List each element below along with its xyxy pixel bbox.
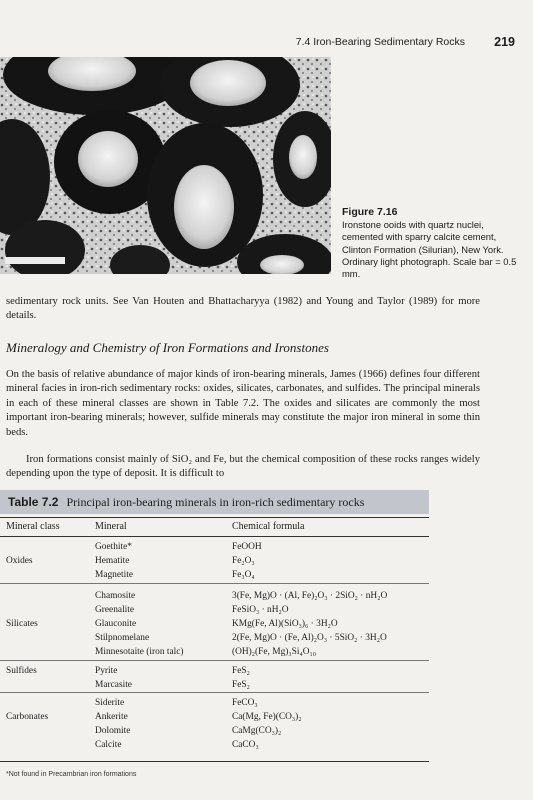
- mineral-cell: Chamosite: [95, 591, 136, 601]
- formula-cell: CaCO₃: [232, 740, 259, 750]
- mineral-cell: Marcasite: [95, 680, 132, 690]
- formula-cell: Fe₃O₄: [232, 570, 255, 580]
- table-group-divider: [0, 660, 429, 661]
- figure-caption-text: Ironstone ooids with quartz nuclei, cemented with sparry calcite cement, Clinton Formation (Silurian), New York. Ordinary light photograph. Scale bar = 0.5 mm.: [342, 219, 517, 280]
- page-header: [0, 36, 533, 52]
- formula-cell: 3(Fe, Mg)O · (Al, Fe)₂O₃ · 2SiO₂ · nH₂O: [232, 591, 388, 601]
- mineral-cell: Magnetite: [95, 570, 134, 580]
- table-header-mineral: Mineral: [95, 521, 127, 532]
- formula-cell: 2(Fe, Mg)O · (Fe, Al)₂O₃ · 5SiO₂ · 3H₂O: [232, 633, 387, 643]
- table-header-formula: Chemical formula: [232, 521, 305, 532]
- section-heading: Mineralogy and Chemistry of Iron Formations and Ironstones: [6, 340, 329, 355]
- mineral-cell: Dolomite: [95, 726, 131, 736]
- table-group-divider: [0, 692, 429, 693]
- body-paragraph-2: On the basis of relative abundance of major kinds of iron-bearing minerals, James (1966) defines four different mineral facies in iron-rich sedimentary rocks: oxides, silicates, carbonates, and sulfides. The principal minerals in each of these mineral classes are shown in Table 7.2. The oxides and silicates are commonly the most important iron-bearing minerals; however, sulfide minerals may constitute the major iron mineral in some thin beds.: [6, 369, 480, 438]
- mineral-cell: Siderite: [95, 698, 125, 708]
- formula-cell: (OH)₂(Fe, Mg)₃Si₄O₁₀: [232, 647, 317, 657]
- body-paragraph-1: sedimentary rock units. See Van Houten and Bhattacharyya (1982) and Young and Taylor (1989) for more details.: [6, 296, 480, 322]
- table-title: [8, 495, 364, 510]
- formula-cell: FeSiO₃ · nH₂O: [232, 605, 289, 615]
- table-header-rule: [0, 536, 429, 537]
- formula-cell: Fe₂O₃: [232, 556, 255, 566]
- mineral-cell: Ankerite: [95, 712, 128, 722]
- formula-cell: CaMg(CO₃)₂: [232, 726, 282, 736]
- formula-cell: KMg(Fe, Al)(SiO₃)₆ · 3H₂O: [232, 619, 338, 629]
- formula-cell: FeS₂: [232, 666, 250, 676]
- mineral-cell: Calcite: [95, 740, 122, 750]
- ooid-micrograph-image: [0, 57, 331, 274]
- table-bottom-rule: [0, 761, 429, 762]
- table-header-mineral-class: Mineral class: [6, 521, 60, 532]
- micrograph-photo: [0, 57, 331, 274]
- running-head: 7.4 Iron-Bearing Sedimentary Rocks: [295, 36, 465, 48]
- body-paragraph-3-text: Iron formations consist mainly of SiO₂ and Fe, but the chemical composition of these rocks ranges widely depending upon the type of deposit. It is difficult to: [6, 454, 480, 480]
- mineral-class-cell: Silicates: [6, 619, 38, 629]
- body-paragraph-3: [6, 453, 480, 482]
- figure-label: Figure 7.16: [342, 206, 398, 218]
- mineral-cell: Hematite: [95, 556, 130, 566]
- table-caption: Principal iron-bearing minerals in iron-rich sedimentary rocks: [66, 495, 365, 509]
- mineral-cell: Greenalite: [95, 605, 135, 615]
- table-group-divider: [0, 583, 429, 584]
- mineral-cell: Stilpnomelane: [95, 633, 150, 643]
- figure-caption: [342, 206, 522, 280]
- mineral-class-cell: Oxides: [6, 556, 33, 566]
- page-number: 219: [494, 35, 515, 49]
- mineral-cell: Pyrite: [95, 666, 118, 676]
- table-title-banner: [0, 490, 429, 514]
- formula-cell: FeOOH: [232, 542, 262, 552]
- mineral-class-cell: Sulfides: [6, 666, 37, 676]
- table-footnote: *Not found in Precambrian iron formations: [6, 771, 137, 778]
- table-top-rule: [0, 517, 429, 518]
- mineral-cell: Minnesotaite (iron talc): [95, 647, 184, 657]
- formula-cell: FeS₂: [232, 680, 250, 690]
- mineral-cell: Goethite*: [95, 542, 132, 552]
- table-label: Table 7.2: [8, 495, 59, 509]
- formula-cell: FeCO₃: [232, 698, 258, 708]
- formula-cell: Ca(Mg, Fe)(CO₃)₂: [232, 712, 302, 722]
- mineral-class-cell: Carbonates: [6, 712, 49, 722]
- mineral-cell: Glauconite: [95, 619, 137, 629]
